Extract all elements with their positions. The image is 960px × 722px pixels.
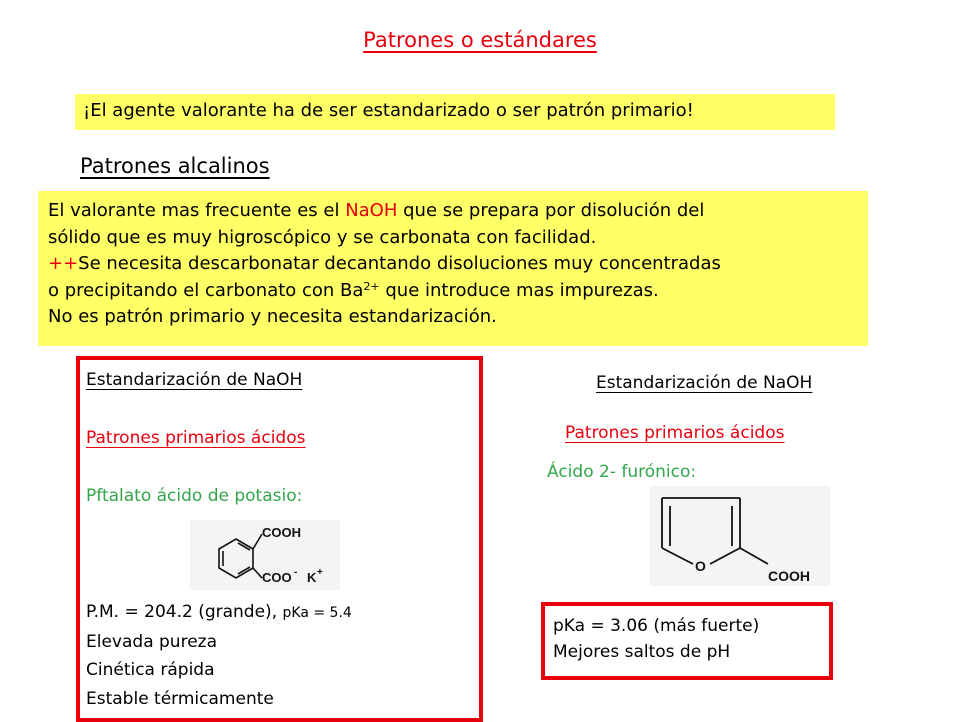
right-panel-subheading: Patrones primarios ácidos <box>565 423 785 443</box>
naoh-highlight: NaOH <box>345 200 398 221</box>
plus-plus-marker: ++ <box>48 253 79 274</box>
intro-line-3 <box>48 251 868 278</box>
furoic-cooh-label: COOH <box>768 568 810 584</box>
furan-oxygen-label: O <box>695 558 706 574</box>
molar-mass-line <box>86 598 352 628</box>
phthalate-anion-charge: - <box>294 567 298 578</box>
section-subtitle: Patrones alcalinos <box>80 154 270 178</box>
phthalate-cation-charge: + <box>317 567 323 578</box>
phthalate-name: Pftalato ácido de potasio: <box>86 486 303 506</box>
intro-line-2: sólido que es muy higroscópico y se carbonata con facilidad. <box>48 226 597 248</box>
stability-line: Estable térmicamente <box>86 688 274 709</box>
intro-line-4-start: o precipitando el carbonato con Ba <box>48 279 364 301</box>
warning-banner <box>75 94 835 130</box>
furoic-acid-name: Ácido 2- furónico: <box>547 462 697 482</box>
kinetics-line: Cinética rápida <box>86 660 215 680</box>
intro-line-1 <box>48 198 868 225</box>
phthalate-coo-label: COO <box>262 570 292 585</box>
page-title-text: Patrones o estándares <box>363 28 597 52</box>
left-panel-subheading: Patrones primarios ácidos <box>86 428 306 448</box>
phthalate-properties <box>86 598 352 713</box>
furoic-acid-structure <box>650 486 830 590</box>
phthalate-structure-svg <box>190 520 340 590</box>
warning-banner-text: ¡El agente valorante ha de ser estandarizado o ser patrón primario! <box>83 100 694 121</box>
page-title <box>0 28 960 52</box>
potassium-hydrogen-phthalate-structure <box>190 520 340 594</box>
furoic-structure-svg <box>650 486 830 586</box>
phthalate-pka: pKa = 5.4 <box>282 605 352 621</box>
phthalate-potassium-label: K <box>307 570 317 585</box>
furoic-properties-box <box>541 602 833 680</box>
phthalate-cooh-label: COOH <box>262 525 301 540</box>
left-panel-heading: Estandarización de NaOH <box>86 370 303 390</box>
intro-line-1-start: El valorante mas frecuente es el <box>48 200 346 221</box>
molar-mass-text: P.M. = 204.2 (grande), <box>86 602 283 622</box>
furoic-pka-line: pKa = 3.06 (más fuerte) <box>553 616 760 636</box>
ph-jumps-line: Mejores saltos de pH <box>553 642 731 662</box>
intro-line-1-end: que se prepara por disolución del <box>397 200 705 221</box>
purity-line: Elevada pureza <box>86 631 217 652</box>
right-panel-heading: Estandarización de NaOH <box>596 373 813 393</box>
intro-line-4 <box>48 278 868 305</box>
intro-line-4-end: que introduce mas impurezas. <box>379 279 659 301</box>
intro-line-5: No es patrón primario y necesita estandarización. <box>48 306 497 327</box>
barium-charge: 2+ <box>363 279 380 293</box>
intro-text-box <box>38 191 868 346</box>
intro-line-3-text: Se necesita descarbonatar decantando disoluciones muy concentradas <box>78 253 721 274</box>
